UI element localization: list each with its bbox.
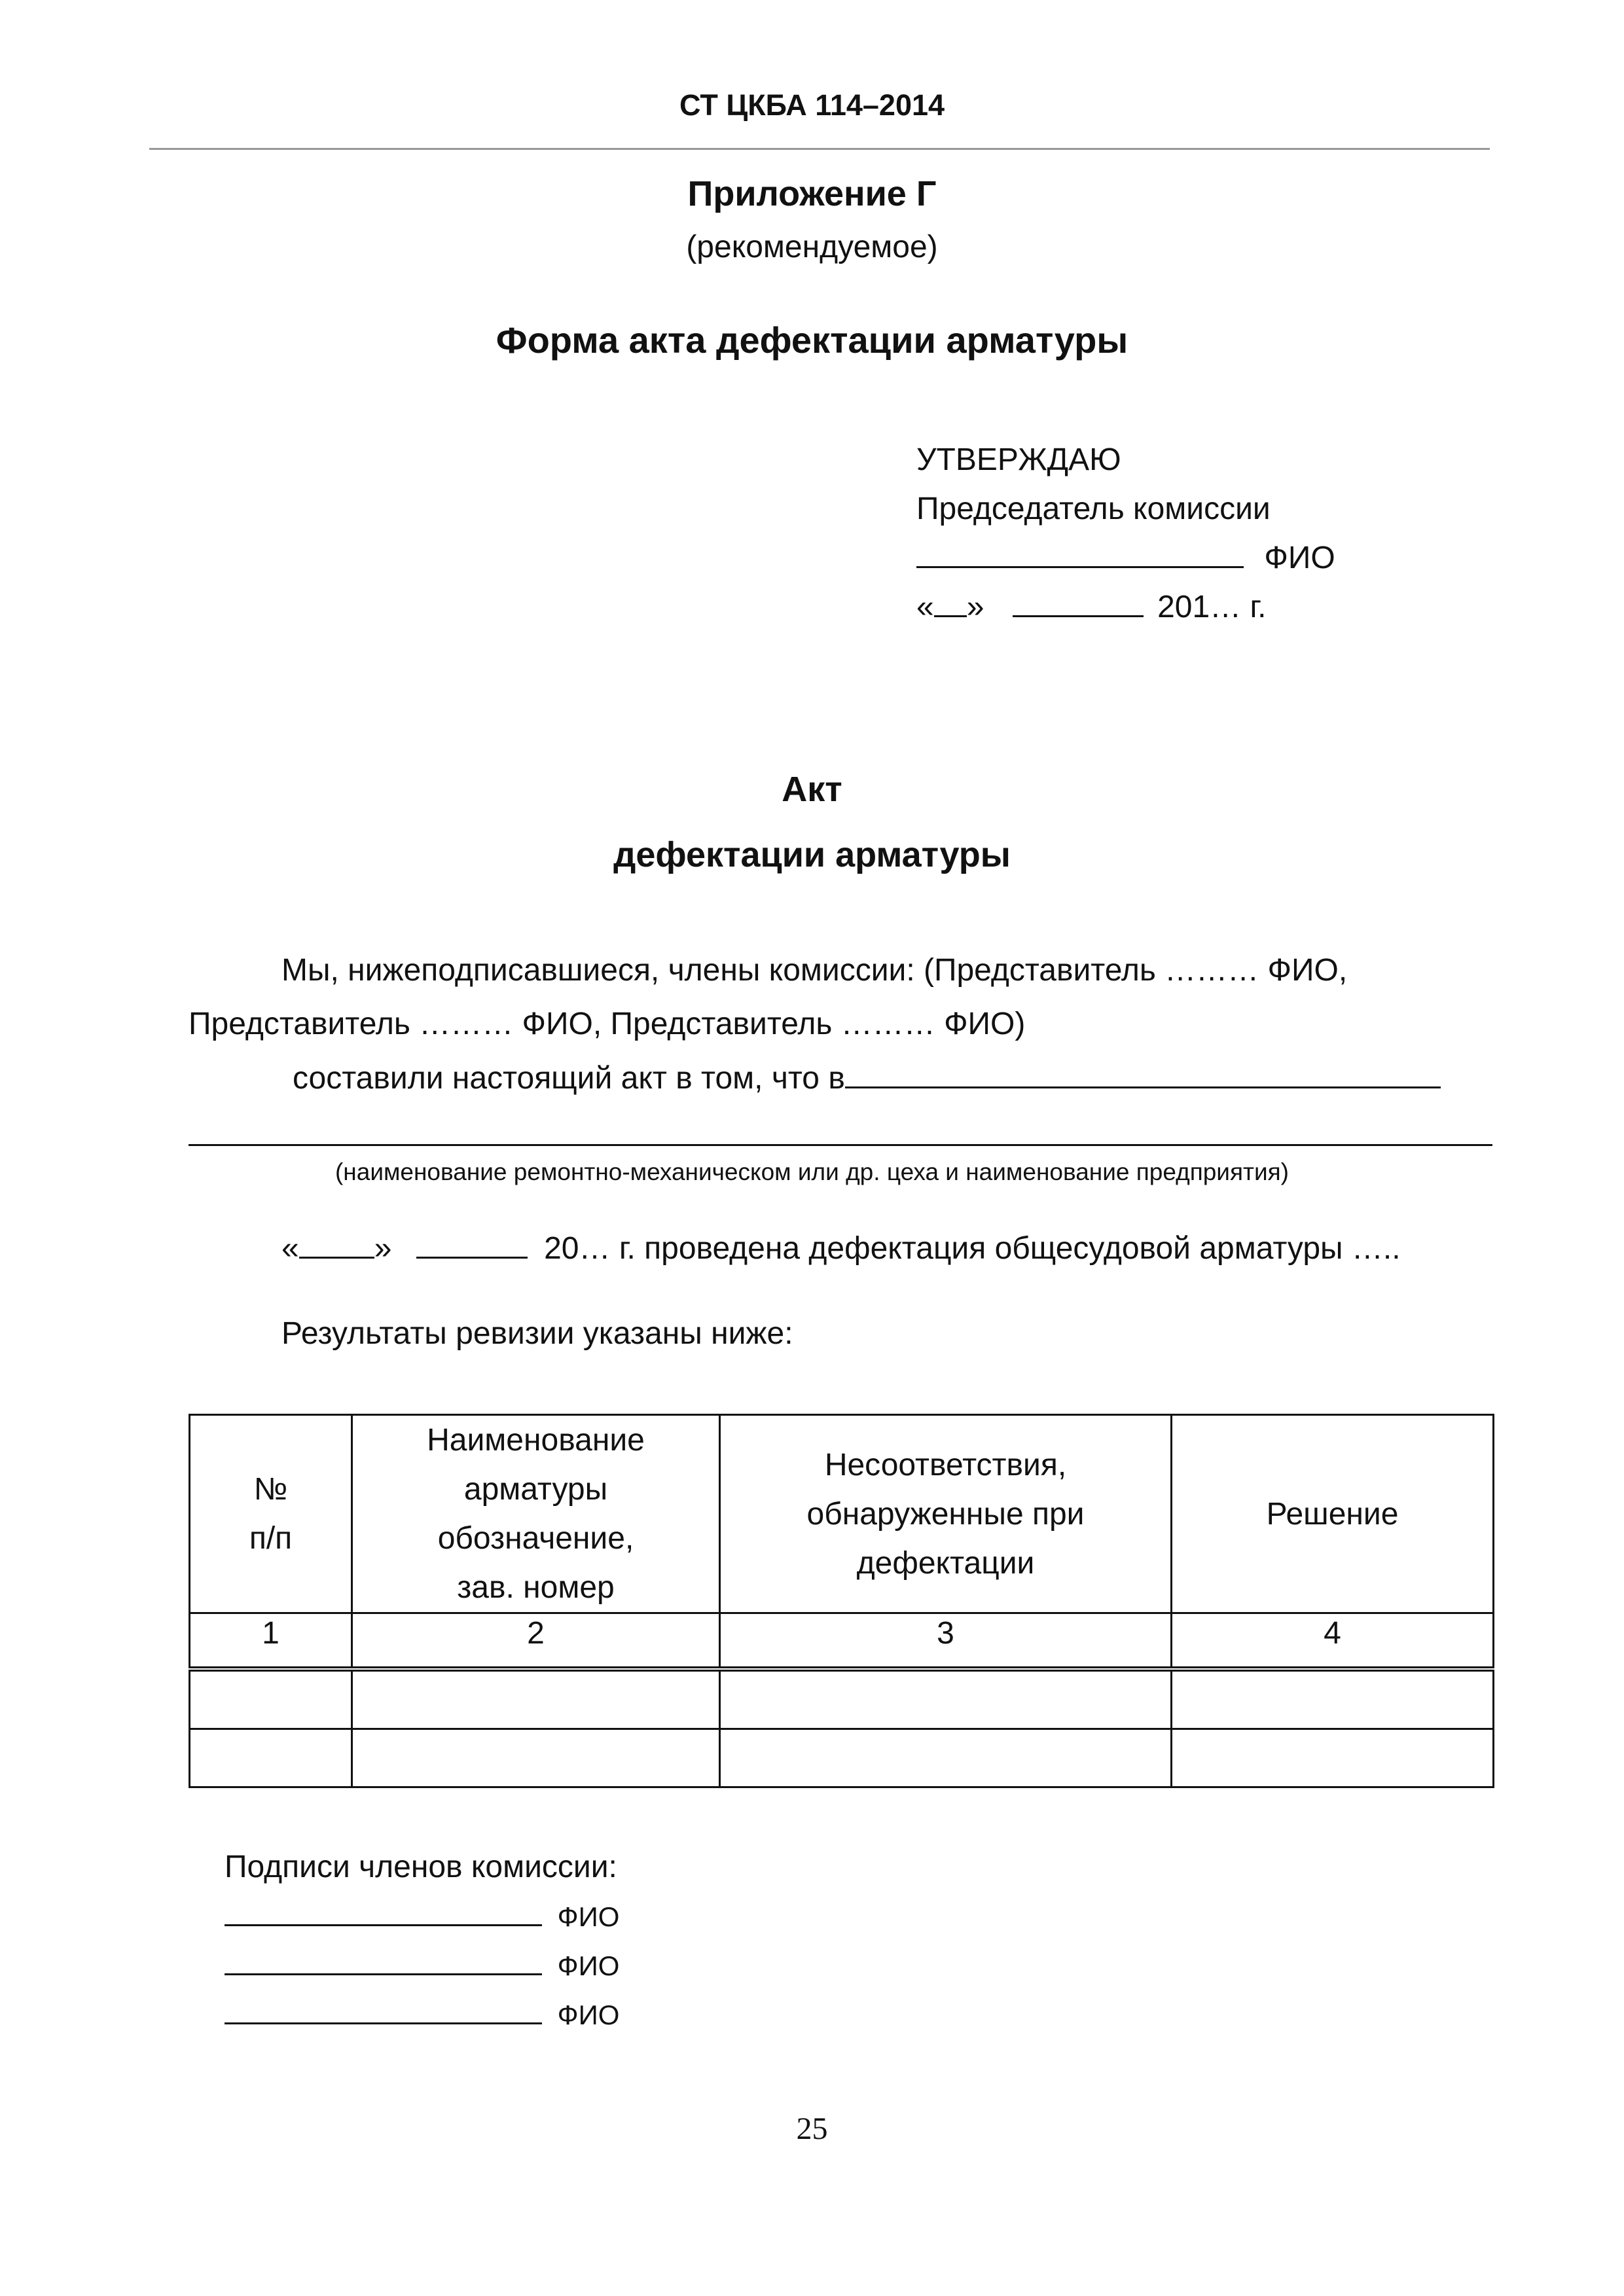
approval-block xyxy=(916,435,1335,632)
inspection-month-field[interactable] xyxy=(416,1257,528,1259)
day-field[interactable] xyxy=(934,615,967,617)
signature-row xyxy=(225,1901,619,1933)
year-label: 201… г. xyxy=(1157,590,1267,624)
quote-open: « xyxy=(281,1231,299,1266)
defects-table xyxy=(189,1414,1494,1788)
header-decision: Решение xyxy=(1172,1415,1494,1613)
appendix-subtitle: (рекомендуемое) xyxy=(686,230,938,264)
members-line-1: Мы, нижеподписавшиеся, члены комиссии: (Представитель ……… ФИО, xyxy=(281,953,1348,988)
table-row xyxy=(190,1669,1494,1729)
table-cell[interactable] xyxy=(720,1669,1172,1729)
results-line: Результаты ревизии указаны ниже: xyxy=(281,1316,793,1351)
approval-date-row xyxy=(916,583,1335,632)
table-cell[interactable] xyxy=(190,1669,352,1729)
table-cell[interactable] xyxy=(720,1729,1172,1787)
month-field[interactable] xyxy=(1013,615,1144,617)
page-number: 25 xyxy=(796,2111,828,2146)
column-number: 1 xyxy=(190,1613,352,1670)
compiled-line xyxy=(293,1060,1441,1096)
workshop-field[interactable] xyxy=(845,1086,1441,1088)
column-number: 2 xyxy=(352,1613,720,1670)
quote-close: » xyxy=(374,1231,392,1266)
signature-line[interactable] xyxy=(225,1973,542,1975)
signature-row xyxy=(225,1950,619,1982)
form-title: Форма акта дефектации арматуры xyxy=(496,319,1128,361)
members-line-2: Представитель ……… ФИО, Представитель ……… ФИО) xyxy=(189,1007,1026,1041)
table-header-row xyxy=(190,1415,1494,1613)
table-cell[interactable] xyxy=(352,1669,720,1729)
chairman-label: Председатель комиссии xyxy=(916,492,1271,526)
table-column-number-row xyxy=(190,1613,1494,1670)
quote-open: « xyxy=(916,590,934,624)
table-cell[interactable] xyxy=(190,1729,352,1787)
approve-label: УТВЕРЖДАЮ xyxy=(916,442,1121,477)
column-number: 3 xyxy=(720,1613,1172,1670)
inspection-text: 20… г. проведена дефектация общесудовой арматуры ….. xyxy=(544,1231,1401,1266)
header-nonconformities: Несоответствия, обнаруженные при дефектации xyxy=(720,1415,1172,1613)
act-subtitle: дефектации арматуры xyxy=(613,835,1011,874)
workshop-note: (наименование ремонтно-механическом или др. цеха и наименование предприятия) xyxy=(334,1158,1289,1185)
signature-line[interactable] xyxy=(916,566,1244,568)
fio-label: ФИО xyxy=(1264,541,1335,575)
table-row xyxy=(190,1729,1494,1787)
workshop-field-line-2[interactable] xyxy=(189,1144,1492,1146)
act-title: Акт xyxy=(782,770,842,809)
header-number: № п/п xyxy=(190,1415,352,1613)
chairman-signature-row xyxy=(916,533,1335,583)
appendix-title: Приложение Г xyxy=(687,174,937,213)
signature-row xyxy=(225,2000,619,2031)
table-cell[interactable] xyxy=(1172,1669,1494,1729)
table-cell[interactable] xyxy=(352,1729,720,1787)
header-rule xyxy=(149,148,1490,150)
table-cell[interactable] xyxy=(1172,1729,1494,1787)
signature-line[interactable] xyxy=(225,1924,542,1926)
quote-close: » xyxy=(966,590,984,624)
header-valve-name: Наименование арматуры обозначение, зав. номер xyxy=(352,1415,720,1613)
inspection-day-field[interactable] xyxy=(299,1257,374,1259)
compiled-text: составили настоящий акт в том, что в xyxy=(293,1061,845,1096)
document-standard-header: СТ ЦКБА 114–2014 xyxy=(679,88,945,122)
inspection-date-line xyxy=(281,1230,1401,1266)
fio-label: ФИО xyxy=(557,2000,620,2030)
fio-label: ФИО xyxy=(557,1950,620,1981)
column-number: 4 xyxy=(1172,1613,1494,1670)
signature-line[interactable] xyxy=(225,2022,542,2024)
fio-label: ФИО xyxy=(557,1901,620,1932)
signatures-title: Подписи членов комиссии: xyxy=(225,1850,617,1884)
